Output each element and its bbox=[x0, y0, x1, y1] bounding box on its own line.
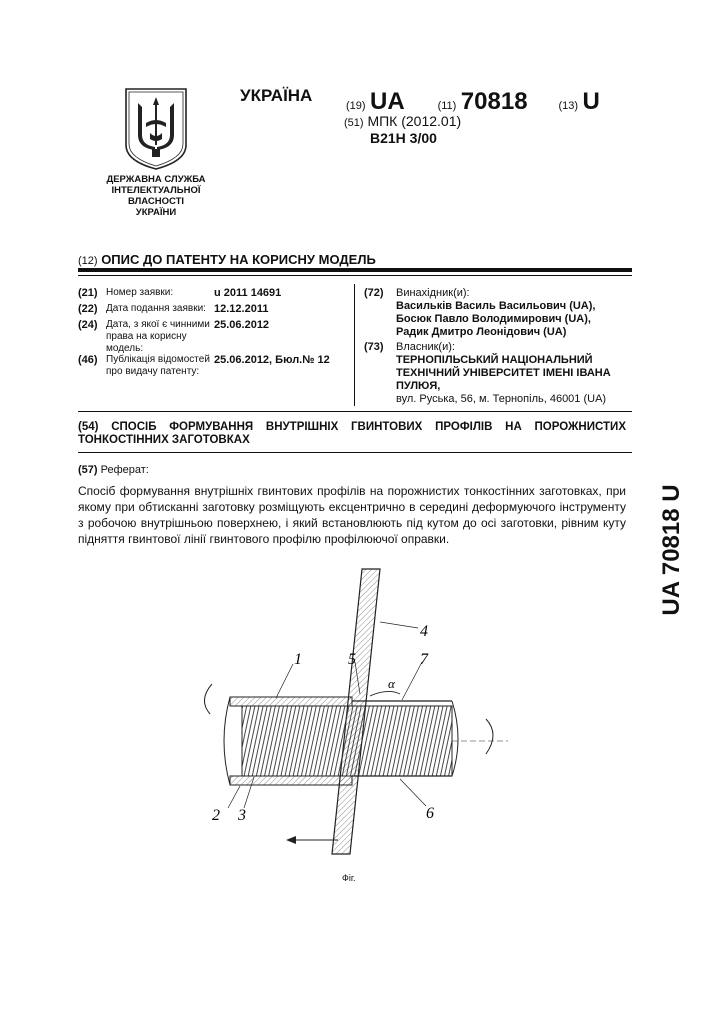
biblio-code: (21) bbox=[78, 287, 98, 299]
code-11: (11) bbox=[437, 100, 457, 112]
agency-name bbox=[90, 174, 222, 218]
owner-name: ТЕРНОПІЛЬСЬКИЙ НАЦІОНАЛЬНИЙ bbox=[396, 354, 593, 366]
inventors-label: Винахідник(и): bbox=[396, 287, 470, 299]
invention-title-line1 bbox=[78, 421, 626, 434]
owner-name: ПУЛЮЯ, bbox=[396, 380, 441, 392]
figure-label-4: 4 bbox=[420, 623, 428, 640]
agency-line: ІНТЕЛЕКТУАЛЬНОЇ bbox=[111, 185, 201, 196]
agency-line: ДЕРЖАВНА СЛУЖБА bbox=[106, 174, 206, 185]
figure-label-6: 6 bbox=[426, 805, 434, 822]
figure-label-2: 2 bbox=[212, 807, 220, 824]
owner-code: (73) bbox=[364, 341, 384, 353]
biblio-row-22 bbox=[78, 303, 98, 316]
ipc-label bbox=[344, 113, 461, 129]
publication-codes bbox=[346, 88, 600, 116]
workpiece-wall-top bbox=[230, 697, 352, 706]
figure-label-5: 5 bbox=[348, 651, 356, 668]
document-type-title bbox=[78, 252, 376, 267]
column-divider bbox=[354, 284, 355, 406]
biblio-label: Дата подання заявки: bbox=[106, 303, 206, 314]
invention-title-line2: ТОНКОСТІННИХ ЗАГОТОВКАХ bbox=[78, 434, 250, 446]
code-12: (12) bbox=[78, 255, 98, 267]
invention-title-text: СПОСІБ ФОРМУВАННЯ ВНУТРІШНІХ ГВИНТОВИХ ПРОФІЛІВ НА ПОРОЖНИСТИХ bbox=[111, 421, 626, 433]
figure-label-7: 7 bbox=[420, 651, 428, 668]
doc-kind: U bbox=[582, 88, 600, 115]
code-51: (51) bbox=[344, 117, 364, 129]
divider bbox=[78, 452, 632, 453]
patent-figure bbox=[190, 564, 520, 869]
biblio-code: (46) bbox=[78, 354, 98, 366]
country-name: УКРАЇНА bbox=[240, 86, 313, 105]
abstract-label: Реферат: bbox=[100, 464, 149, 476]
biblio-row-24 bbox=[78, 319, 98, 332]
patent-number: 70818 bbox=[460, 88, 528, 115]
biblio-row-46 bbox=[78, 354, 98, 367]
ipc-class: B21H 3/00 bbox=[370, 130, 437, 146]
biblio-label: Дата, з якої є чинними права на корисну модель: bbox=[106, 319, 210, 354]
threaded-mandrel bbox=[242, 706, 452, 776]
document-type-text: ОПИС ДО ПАТЕНТУ НА КОРИСНУ МОДЕЛЬ bbox=[101, 252, 376, 267]
biblio-code: (24) bbox=[78, 319, 98, 331]
owner-label: Власник(и): bbox=[396, 341, 455, 353]
workpiece-wall-bottom bbox=[230, 776, 352, 785]
abstract-text: Спосіб формування внутрішніх гвинтових профілів на порожнистих тонкостінних заготовках, при якому при обтисканні заготовку розміщують ексцентрично в середині деформуючого інструменту з робочою внутрішньою поверхнею, і який встановлюють під кутом до осі заготовки, рівним куту підняття гвинтової лінії гвинтового профілю профілюючої оправки. bbox=[78, 484, 626, 546]
side-label: UA 70818 U bbox=[658, 484, 685, 616]
inventors-code: (72) bbox=[364, 287, 384, 299]
side-publication-number bbox=[652, 460, 692, 640]
coat-of-arms-icon bbox=[124, 87, 188, 171]
code-13: (13) bbox=[558, 100, 579, 112]
figure-label-alpha: α bbox=[388, 676, 395, 691]
biblio-code: (22) bbox=[78, 303, 98, 315]
ipc-label-text: МПК (2012.01) bbox=[367, 113, 462, 129]
figure-label-1: 1 bbox=[294, 651, 302, 668]
figure-label-3: 3 bbox=[238, 807, 246, 824]
inventor: Васильків Василь Васильович (UA), bbox=[396, 300, 596, 312]
owner-name: ТЕХНІЧНИЙ УНІВЕРСИТЕТ ІМЕНІ ІВАНА bbox=[396, 367, 611, 379]
biblio-value: u 2011 14691 bbox=[214, 287, 282, 299]
biblio-value: 25.06.2012, Бюл.№ 12 bbox=[214, 354, 330, 366]
inventor: Радик Дмитро Леонідович (UA) bbox=[396, 326, 567, 338]
inventor: Босюк Павло Володимирович (UA), bbox=[396, 313, 591, 325]
abstract-heading bbox=[78, 464, 149, 476]
divider bbox=[78, 275, 632, 276]
biblio-label: Номер заявки: bbox=[106, 287, 174, 298]
biblio-row-21 bbox=[78, 287, 98, 300]
biblio-value: 25.06.2012 bbox=[214, 319, 270, 331]
country-code: UA bbox=[370, 88, 405, 115]
divider bbox=[78, 411, 632, 412]
divider bbox=[78, 268, 632, 272]
biblio-value: 12.12.2011 bbox=[214, 303, 269, 315]
code-57: (57) bbox=[78, 464, 98, 476]
code-54: (54) bbox=[78, 421, 99, 433]
code-19: (19) bbox=[346, 100, 366, 112]
biblio-label: Публікація відомостей про видачу патенту: bbox=[106, 354, 210, 377]
agency-line: ВЛАСНОСТІ bbox=[127, 196, 185, 207]
figure-caption: Фіг. bbox=[342, 873, 356, 883]
owner-address: вул. Руська, 56, м. Тернопіль, 46001 (UA) bbox=[396, 393, 607, 405]
agency-line: УКРАЇНИ bbox=[135, 207, 177, 218]
